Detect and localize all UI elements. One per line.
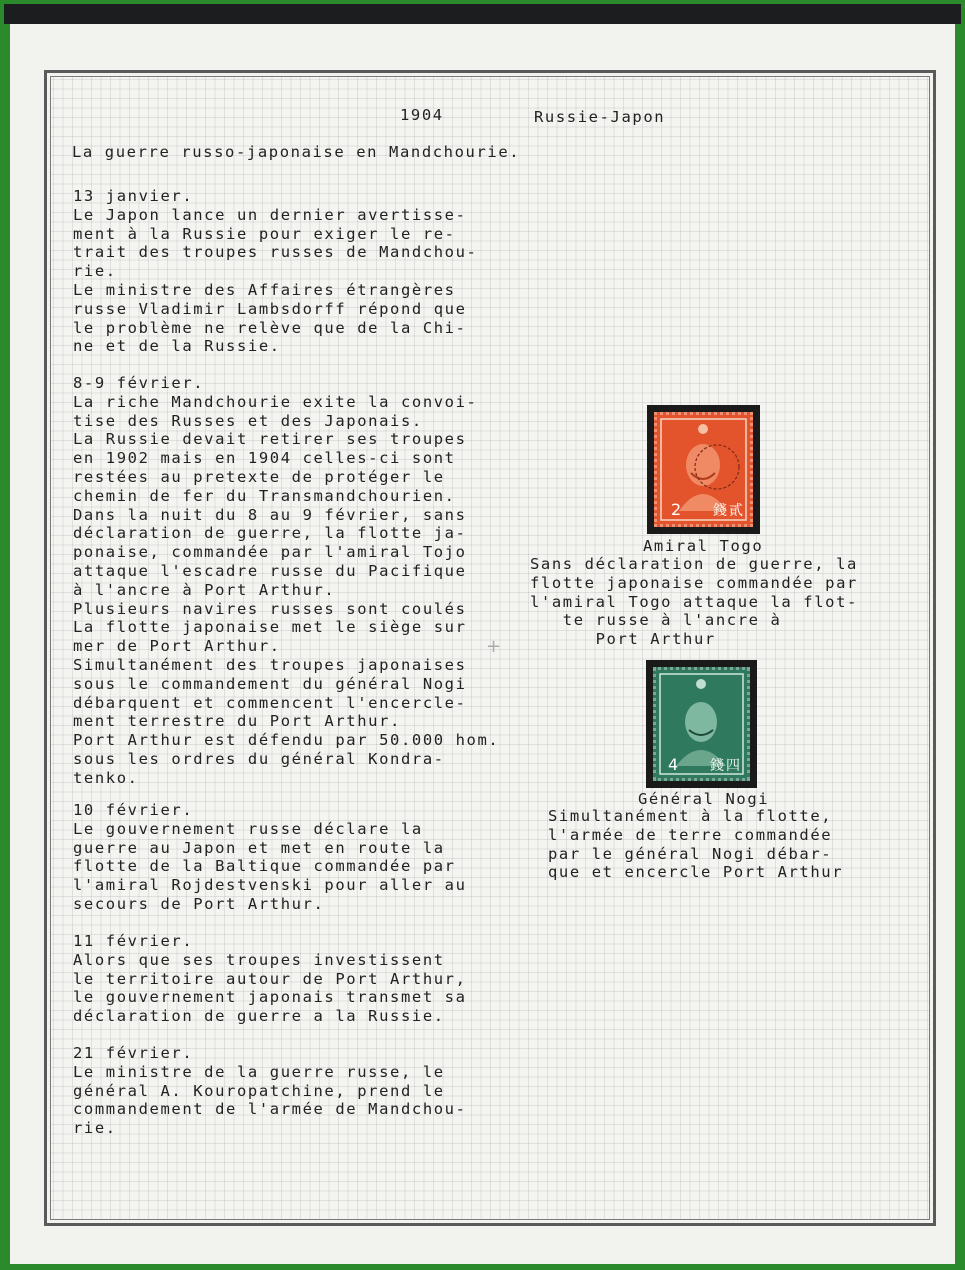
stamp-togo-denomination: 2 (671, 500, 682, 519)
caption-line: Port Arthur (530, 630, 716, 649)
section-line: attaque l'escadre russe du Pacifique (73, 562, 467, 580)
section-date: 21 février. (73, 1044, 194, 1062)
caption-line: Simultanément à la flotte, (548, 807, 833, 825)
section-line: ment à la Russie pour exiger le re- (73, 224, 456, 243)
caption-line: te russe à l'ancre à (530, 611, 782, 630)
caption-line: par le général Nogi débar- (548, 844, 833, 863)
stamp-togo-name: Amiral Togo (643, 537, 764, 555)
section-line: ne et de la Russie. (73, 337, 281, 356)
section-line: Simultanément des troupes japonaises (73, 656, 467, 674)
section-line: ponaise, commandée par l'amiral Tojo (73, 543, 467, 562)
portrait-togo-icon (657, 415, 750, 524)
stamp-togo (647, 405, 760, 534)
section-line: sous les ordres du général Kondra- (73, 750, 445, 768)
stamp-nogi-name: Général Nogi (638, 790, 770, 808)
caption-line: flotte japonaise commandée par (530, 573, 858, 592)
section-line: rie. (73, 262, 117, 281)
section-line: débarquent et commencent l'encercle- (73, 693, 467, 712)
section-line: le problème ne relève que de la Chi- (73, 318, 467, 337)
section-line: Plusieurs navires russes sont coulés (73, 599, 467, 618)
section-line: La Russie devait retirer ses troupes (73, 430, 467, 449)
section-line: sous le commandement du général Nogi (73, 674, 467, 693)
stamp-nogi (646, 660, 757, 788)
page-intro: La guerre russo-japonaise en Mandchourie. (72, 143, 521, 161)
registration-mark: + (486, 636, 502, 657)
top-band (4, 4, 961, 24)
section-line: tise des Russes et des Japonais. (73, 411, 423, 430)
section-line: à l'ancre à Port Arthur. (73, 580, 336, 599)
caption-line: l'amiral Togo attaque la flot- (530, 592, 858, 611)
stamp-togo-kanji-value: 貳 (729, 503, 743, 519)
section-line: Le ministre de la guerre russe, le (73, 1062, 445, 1081)
section-date: 10 février. (73, 801, 194, 819)
stamp-nogi-denomination: 4 (668, 755, 679, 774)
section-line: restées au pretexte de protéger le (73, 468, 445, 486)
section-line: chemin de fer du Transmandchourien. (73, 486, 456, 505)
section-date: 13 janvier. (73, 187, 194, 205)
section-line: guerre au Japon et met en route la (73, 838, 445, 857)
section-line: général A. Kouropatchine, prend le (73, 1081, 445, 1100)
section-line: Le Japon lance un dernier avertisse- (73, 205, 467, 224)
section-line: La flotte japonaise met le siège sur (73, 618, 467, 637)
section-line: en 1902 mais en 1904 celles-ci sont (73, 449, 456, 468)
section-line: ment terrestre du Port Arthur. (73, 712, 401, 731)
section-line: Port Arthur est défendu par 50.000 hom. (73, 731, 500, 750)
stamp-togo-design (654, 412, 753, 527)
section-line: tenko. (73, 768, 139, 787)
section-line: le gouvernement japonais transmet sa (73, 988, 467, 1007)
caption-line: l'armée de terre commandée (548, 825, 833, 844)
section-line: mer de Port Arthur. (73, 637, 281, 656)
section-date: 8-9 février. (73, 374, 205, 392)
stamp-nogi-kanji-unit: 錢 (710, 758, 724, 774)
section-line: Dans la nuit du 8 au 9 février, sans (73, 505, 467, 524)
section-line: commandement de l'armée de Mandchou- (73, 1100, 467, 1119)
section-line: le territoire autour de Port Arthur, (73, 969, 467, 988)
section-date: 11 février. (73, 932, 194, 950)
section-line: déclaration de guerre, la flotte ja- (73, 524, 467, 543)
section-line: Alors que ses troupes investissent (73, 950, 445, 969)
section-line: trait des troupes russes de Mandchou- (73, 243, 478, 262)
section-line: La riche Mandchourie exite la convoi- (73, 392, 478, 411)
section-line: Le ministre des Affaires étrangères (73, 281, 456, 299)
header-title: Russie-Japon (534, 108, 666, 126)
section-line: l'amiral Rojdestvenski pour aller au (73, 876, 467, 895)
section-line: secours de Port Arthur. (73, 895, 325, 913)
stamp-nogi-design (653, 667, 750, 781)
section-line: russe Vladimir Lambsdorff répond que (73, 299, 467, 318)
portrait-nogi-icon (656, 670, 747, 778)
caption-line: que et encercle Port Arthur (548, 863, 844, 882)
stamp-togo-kanji-unit: 錢 (713, 503, 727, 519)
header-year: 1904 (400, 106, 444, 124)
stamp-nogi-kanji-value: 四 (726, 758, 740, 774)
caption-line: Sans déclaration de guerre, la (530, 555, 858, 573)
section-line: Le gouvernement russe déclare la (73, 819, 423, 838)
section-line: déclaration de guerre a la Russie. (73, 1007, 445, 1026)
section-line: rie. (73, 1119, 117, 1138)
section-line: flotte de la Baltique commandée par (73, 857, 456, 876)
